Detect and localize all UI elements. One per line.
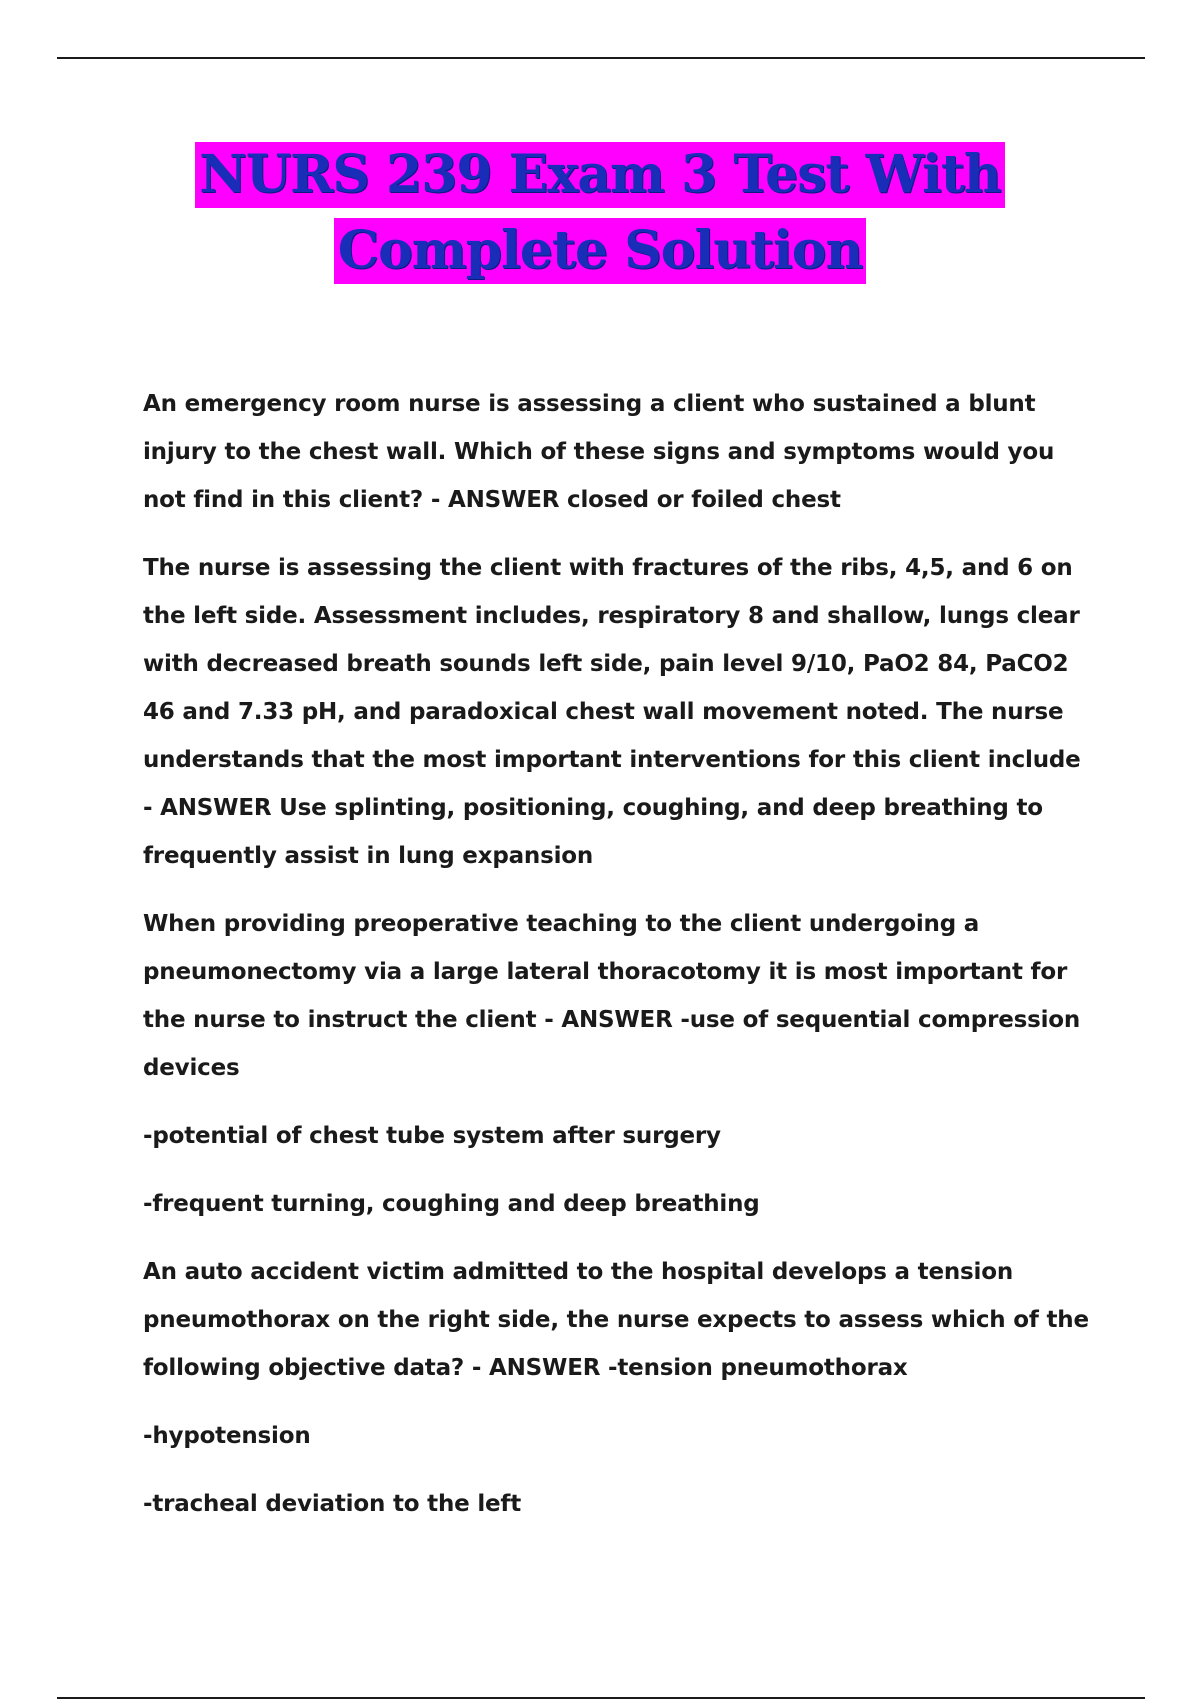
top-rule — [57, 57, 1145, 59]
answer-text: - ANSWER -tension pneumothorax — [471, 1355, 908, 1381]
question-text: An emergency room nurse is assessing a client who sustained a blunt injury to the chest wall. Which of these signs and symptoms would you not find in this client? — [143, 391, 1055, 513]
answer-list-item: -potential of chest tube system after surgery — [143, 1123, 721, 1149]
answer-text: - ANSWER -use of sequential compression devices — [143, 1007, 1081, 1081]
title-line-2: Complete Solution — [334, 218, 867, 284]
qa-item-1 — [143, 380, 1093, 524]
document-body — [143, 380, 1093, 1548]
answer-list-item: -frequent turning, coughing and deep breathing — [143, 1191, 760, 1217]
question-text: When providing preoperative teaching to the client undergoing a pneumonectomy via a large lateral thoracotomy it is most important for the nurse to instruct the client — [143, 911, 1068, 1033]
qa-item-3 — [143, 900, 1093, 1092]
answer-list-item: -tracheal deviation to the left — [143, 1491, 522, 1517]
qa-item-4 — [143, 1248, 1093, 1392]
bottom-rule — [57, 1697, 1145, 1699]
answer-list-item: -hypotension — [143, 1423, 311, 1449]
question-text: An auto accident victim admitted to the hospital develops a tension pneumothorax on the right side, the nurse expects to assess which of the following objective data? — [143, 1259, 1089, 1381]
title-line-1: NURS 239 Exam 3 Test With — [195, 142, 1004, 208]
qa-item-2 — [143, 544, 1093, 880]
answer-text: - ANSWER closed or foiled chest — [430, 487, 841, 513]
answer-text: - ANSWER Use splinting, positioning, coughing, and deep breathing to frequently assist in lung expansion — [143, 795, 1043, 869]
question-text: The nurse is assessing the client with fractures of the ribs, 4,5, and 6 on the left side. Assessment includes, respiratory 8 and shallow, lungs clear with decreased breath sounds left side, pain level 9/10, PaO2 84, PaCO2 46 and 7.33 pH, and paradoxical chest wall movement noted. The nurse understands that the most important interventions for this client include — [143, 555, 1081, 773]
document-title — [0, 142, 1200, 284]
